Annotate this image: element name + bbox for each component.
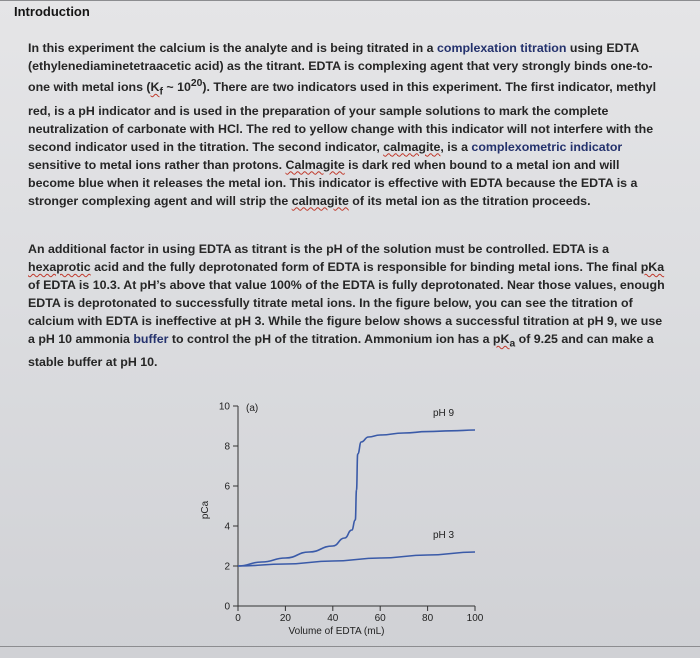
bottom-border [0,646,700,647]
x-axis-label: Volume of EDTA (mL) [288,626,385,637]
term-complexometric-indicator: complexometric indicator [471,139,623,154]
y-tick-label: 10 [218,401,230,413]
paragraph-complexation: In this experiment the calcium is the analyte and is being titrated in a complexation titration using EDTA (ethylenediaminetetraacetic acid) as the titrant. EDTA is complexing agent that very strongly binds one-to-one with metal ions ($K_f$ ~ $10^{20}$). There are two indicators used in this experiment. The first indicator, methyl red, is a pH indicator and is used in the preparation of your sample solutions to mark the complete neutralization of carbonate with HCl. The red to yellow change with this indicator will not interfere with the second indicator used in the titration. The second indicator, calmagite, is a complexometric indicator sensitive to metal ions rather than protons. Calmagite is dark red when bound to a metal ion and will become blue when it releases the metal ion. This indicator is effective with EDTA because the EDTA is a stronger complexing agent and will strip the calmagite of its metal ion as the titration proceeds. [28,41,657,208]
x-tick-label: 0 [235,613,241,624]
term-calmagite-3: calmagite [291,193,349,208]
y-tick-label: 4 [224,521,230,533]
series-label-ph9: pH 9 [433,408,455,419]
x-tick-label: 60 [374,613,386,624]
y-tick-label: 6 [224,481,230,493]
kf-symbol: K [150,80,160,95]
series-line-ph9 [238,430,475,566]
y-axis-label: pCa [200,500,211,520]
term-pka: pKa [640,260,665,274]
y-tick-label: 2 [224,561,230,573]
x-tick-label: 80 [422,613,434,624]
x-tick-label: 100 [466,613,484,624]
series-line-ph3 [238,552,475,566]
top-border [0,0,700,1]
term-buffer: buffer [133,332,169,346]
y-tick-label: 0 [224,601,230,613]
term-hexaprotic: hexaprotic [28,260,91,274]
term-pka-2: pK [492,332,510,346]
series-label-ph3: pH 3 [433,530,455,541]
titration-chart [190,392,510,646]
panel-label: (a) [246,403,259,414]
term-calmagite: calmagite [383,139,441,154]
term-calmagite-2: Calmagite [285,157,345,172]
x-tick-label: 20 [279,613,291,624]
term-complexation-titration: complexation titration [437,41,567,55]
section-heading: Introduction [14,4,90,19]
x-tick-label: 40 [327,613,339,624]
y-tick-label: 8 [224,441,230,453]
paragraph-ph-control: An additional factor in using EDTA as titrant is the pH of the solution must be controlled. EDTA is a hexaprotic acid and the fully deprotonated form of EDTA is responsible for binding metal ions. The final pKa of EDTA is 10.3. At pH’s above that value 100% of the EDTA is fully deprotonated. Near those values, enough EDTA is deprotonated to successfully titrate metal ions. In the figure below, you can see the titration of calcium with EDTA is ineffective at pH 3. While the figure below shows a successful titration at pH 9, we use a pH 10 ammonia buffer to control the pH of the titration. Ammonium ion has a $pK_a$ of 9.25 and can make a stable buffer at pH 10. [28,242,665,370]
